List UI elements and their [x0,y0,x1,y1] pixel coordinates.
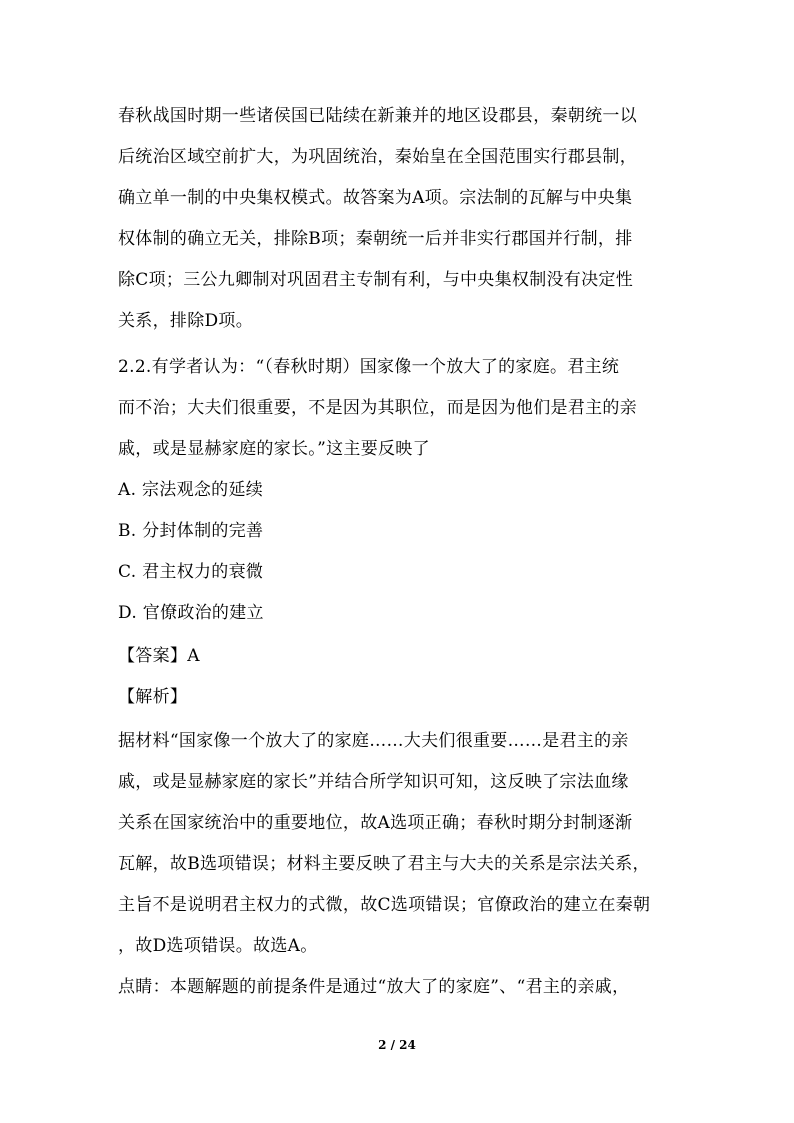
analysis-text: 戚，或是显赫家庭的家长”并结合所学知识可知，这反映了宗法血缘 [118,772,629,792]
analysis-text: 据材料“国家像一个放大了的家庭……大夫们很重要……是君主的亲 [118,731,629,751]
question-stem: 2.2.有学者认为：“（春秋时期）国家像一个放大了的家庭。君主统 [118,357,620,377]
option-b: B. 分封体制的完善 [118,521,264,541]
analysis-text: 关系在国家统治中的重要地位，故A选项正确；春秋时期分封制逐渐 [118,813,633,833]
analysis-text: ，故D选项错误。故选A。 [118,936,318,956]
analysis-label: 【解析】 [118,687,188,707]
text-line: 权体制的确立无关，排除B项；秦朝统一后并非实行郡国并行制，排 [118,229,633,249]
option-c: C. 君主权力的衰微 [118,562,264,582]
answer-label: 【答案】A [118,646,200,666]
analysis-text: 瓦解，故B选项错误；材料主要反映了君主与大夫的关系是宗法关系， [118,854,650,874]
question-stem: 戚，或是显赫家庭的家长。”这主要反映了 [118,439,430,459]
analysis-text: 主旨不是说明君主权力的式微，故C选项错误；官僚政治的建立在秦朝 [118,895,651,915]
page-number: 2 / 24 [378,1038,416,1052]
text-line: 关系，排除D项。 [118,311,254,331]
text-line: 除C项；三公九卿制对巩固君主专制有利，与中央集权制没有决定性 [118,270,634,290]
text-line: 春秋战国时期一些诸侯国已陆续在新兼并的地区设郡县，秦朝统一以 [118,106,637,126]
question-stem: 而不治；大夫们很重要，不是因为其职位，而是因为他们是君主的亲 [118,398,637,418]
text-line: 确立单一制的中央集权模式。故答案为A项。宗法制的瓦解与中央集 [118,188,633,208]
option-d: D. 官僚政治的建立 [118,603,264,623]
remark-text: 点睛：本题解题的前提条件是通过“放大了的家庭”、“君主的亲戚， [118,977,630,997]
option-a: A. 宗法观念的延续 [118,480,264,500]
text-line: 后统治区域空前扩大，为巩固统治，秦始皇在全国范围实行郡县制， [118,147,637,167]
